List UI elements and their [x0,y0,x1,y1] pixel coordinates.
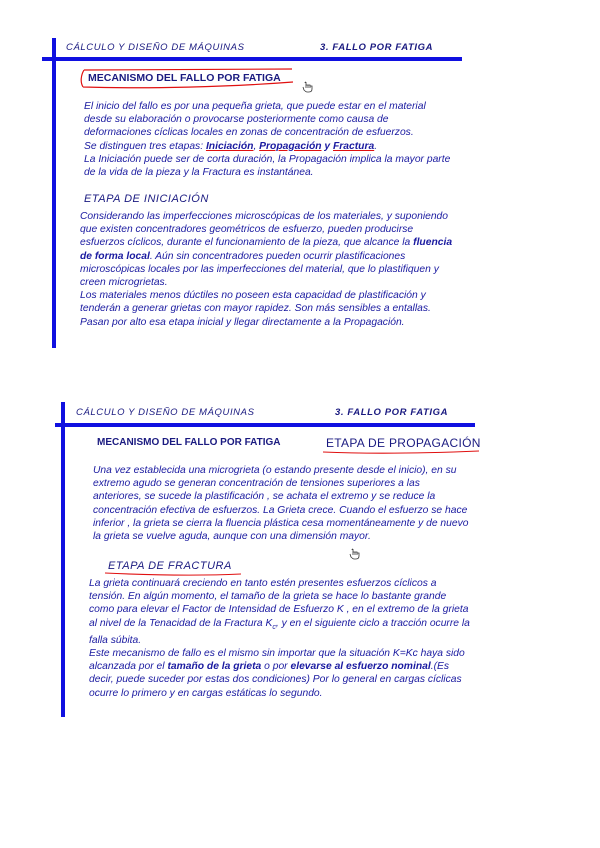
stage-propagacion: Propagación [259,140,322,152]
red-underline [321,448,481,456]
stages-and: y [321,140,333,152]
header-rule [55,423,475,427]
iniciacion-text-a: Considerando las imperfecciones microscópicas de los materiales, y suponiendo que existen concentradores geométricos de esfuerzo, pueden producirse esfuerzos cíclicos, durante el funcionamiento de la pieza, que alcance la [80,211,449,249]
fracture-paragraph [89,577,471,700]
fracture-subscript: c [272,623,276,631]
stage-fractura: Fractura [333,140,375,152]
fracture-text-2 [89,647,471,700]
fracture-text-d: o por [261,661,291,673]
fracture-text-a: La grieta continuará creciendo en tanto estén presentes esfuerzos cíclicos a tensión. En algún momento, el tamaño de la grieta se hace lo bastante grande como para elevar el Factor de Intensidad de Esfuerzo K , en el extremo de la grieta al nivel de la Tenacidad de la Fractura K [89,578,469,629]
fracture-text [89,577,471,647]
iniciacion-bold: fluencia de forma local [80,237,453,262]
propagation-title: ETAPA DE PROPAGACIÓN [326,436,481,450]
fracture-text-c: Este mecanismo de fallo es el mismo sin importar que la situación K=Kc haya sido alcanzada por el [89,648,465,673]
stages-comma: , [253,140,260,152]
section-title: MECANISMO DEL FALLO POR FATIGA [88,72,281,84]
propagation-paragraph: Una vez establecida una microgrieta (o estando presente desde el inicio), en su extremo agudo se generan concentración de tensiones superiores a las anteriores, se sucede la plastificación , se achata el extremo y se reduce la concentración efectiva de esfuerzos. La Grieta crece. Cuando el esfuerzo se hace inferior , la grieta se cierra la fluencia plástica cesa momentáneamente y de nuevo la grieta se vuelve aguda, aunque con una dimensión mayor. [93,465,469,543]
side-rule [61,402,65,717]
fracture-bold-1: tamaño de la grieta [167,661,262,673]
header-chapter-title: 3. FALLO POR FATIGA [335,407,449,418]
section-title: MECANISMO DEL FALLO POR FATIGA [97,437,281,448]
stages-line [84,140,456,153]
iniciacion-text-c: Los materiales menos dúctiles no poseen esta capacidad de plastificación y tenderán a generar grietas con mayor rapidez. Son más sensibles a entallas. Pasan por alto esa etapa inicial y llegar directamente a la Propagación. [80,290,431,328]
slide-1 [42,38,462,348]
intro-text-2: La Iniciación puede ser de corta duración, la Propagación implica la mayor parte de la vida de la pieza y la Fractura es instantánea. [84,153,451,179]
fracture-bold-2: elevarse al esfuerzo nominal [290,661,431,673]
hand-cursor-icon [302,81,314,93]
intro-text: El inicio del fallo es por una pequeña grieta, que puede estar en el material desde su elaboración o provocarse posteriormente como causa de deformaciones cíclicas locales en zonas de concentración de esfuerzos. [84,101,426,139]
header-course-title: CÁLCULO Y DISEÑO DE MÁQUINAS [76,407,255,418]
stages-period: . [374,140,378,152]
subsection-title-iniciacion: ETAPA DE INICIACIÓN [84,193,209,205]
header-rule [42,57,462,61]
red-highlight-box [78,66,300,90]
header-chapter-title: 3. FALLO POR FATIGA [320,42,434,53]
intro-paragraph [84,100,456,179]
side-rule [52,38,56,348]
fracture-text-e: .(Es decir, puede suceder por estas dos condiciones) Por lo general en cargas cíclicas ocurre lo primero y en cargas estáticas lo segundo. [89,661,462,699]
stages-prefix: Se distinguen tres etapas: [84,140,206,152]
slide-2 [55,402,481,720]
stage-iniciacion: Iniciación [205,140,254,152]
iniciacion-paragraph [80,210,456,329]
fracture-text-b: , y en el siguiente ciclo a tracción ocurre la falla súbita. [89,617,470,646]
iniciacion-text [80,210,456,289]
header-course-title: CÁLCULO Y DISEÑO DE MÁQUINAS [66,42,245,53]
fracture-title: ETAPA DE FRACTURA [108,560,232,572]
hand-cursor-icon [349,548,361,560]
iniciacion-text-b: . Aún sin concentradores pueden ocurrir plastificaciones microscópicas locales por las imperfecciones del material, que lo plastifiquen y creen microgrietas. [80,250,439,289]
